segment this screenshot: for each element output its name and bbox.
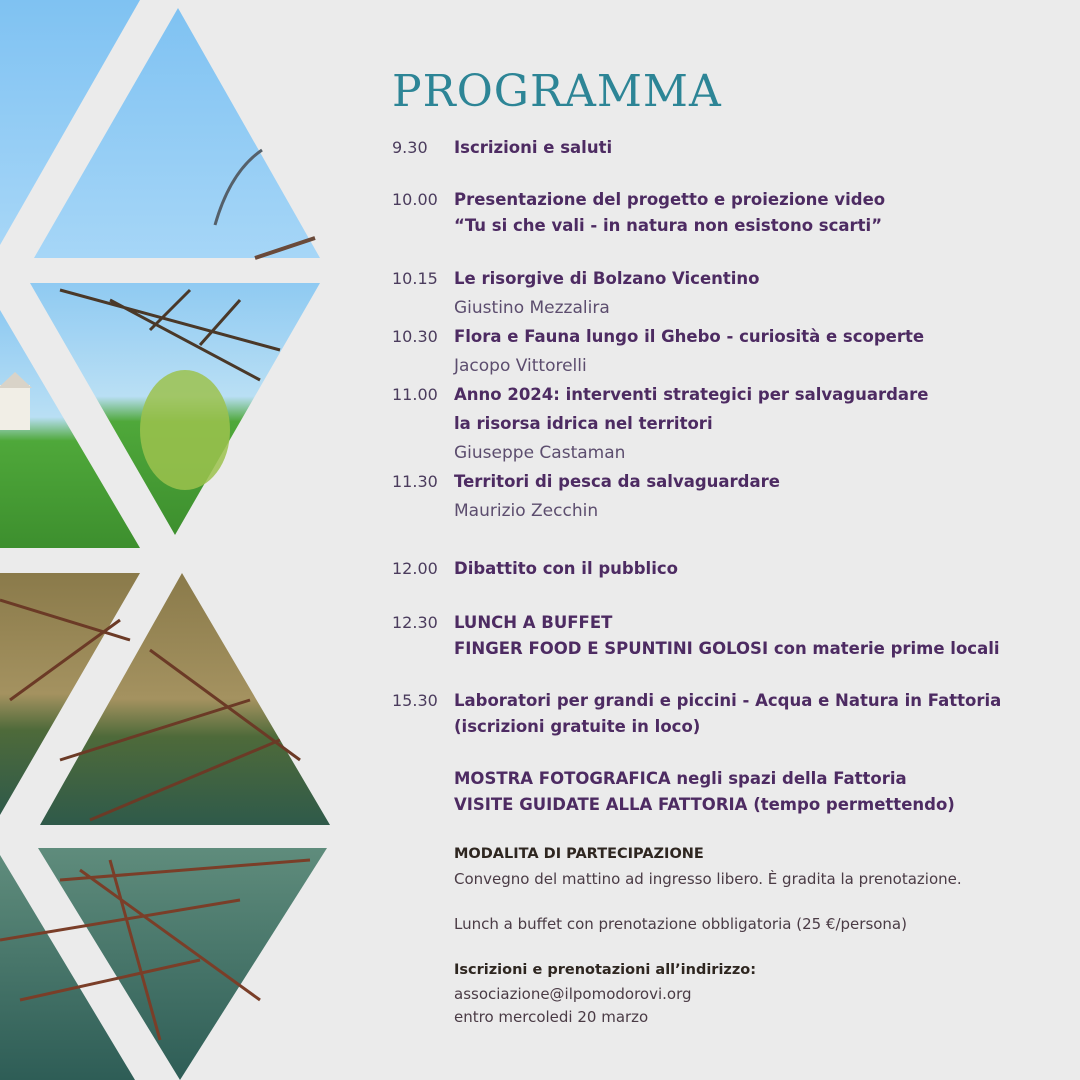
page-title: PROGRAMMA	[392, 66, 722, 117]
participation-line: Lunch a buffet con prenotazione obbligatoria (25 €/persona)	[454, 915, 907, 933]
schedule-title: Dibattito con il pubblico	[454, 559, 678, 578]
schedule-title: Flora e Fauna lungo il Ghebo - curiosità e scoperte	[454, 327, 925, 346]
schedule-time: 10.30	[392, 327, 438, 346]
schedule-title: Anno 2024: interventi strategici per salvaguardare	[454, 385, 929, 404]
schedule-title: (iscrizioni gratuite in loco)	[454, 717, 701, 736]
contact-email[interactable]: associazione@ilpomodorovi.org	[454, 985, 692, 1003]
schedule-time: 11.00	[392, 385, 438, 404]
schedule-title: Territori di pesca da salvaguardare	[454, 472, 780, 491]
schedule-title: “Tu si che vali - in natura non esistono scarti”	[454, 216, 883, 235]
schedule-title: Le risorgive di Bolzano Vicentino	[454, 269, 760, 288]
schedule-time: 10.15	[392, 269, 438, 288]
photo-collage	[0, 0, 340, 1080]
schedule-title: Iscrizioni e saluti	[454, 138, 613, 157]
participation-heading: MODALITA DI PARTECIPAZIONE	[454, 846, 704, 862]
schedule-title: Laboratori per grandi e piccini - Acqua e Natura in Fattoria	[454, 691, 1002, 710]
schedule-time: 15.30	[392, 691, 438, 710]
participation-line: Convegno del mattino ad ingresso libero. È gradita la prenotazione.	[454, 870, 962, 888]
schedule-time: 12.00	[392, 559, 438, 578]
contact-heading: Iscrizioni e prenotazioni all’indirizzo:	[454, 962, 757, 978]
schedule-title: LUNCH A BUFFET	[454, 613, 613, 632]
schedule-title: VISITE GUIDATE ALLA FATTORIA (tempo permettendo)	[454, 795, 955, 814]
schedule-speaker: Giuseppe Castaman	[454, 443, 626, 463]
schedule-time: 10.00	[392, 190, 438, 209]
registration-deadline: entro mercoledi 20 marzo	[454, 1008, 649, 1026]
schedule-speaker: Jacopo Vittorelli	[454, 356, 587, 376]
schedule-speaker: Giustino Mezzalira	[454, 298, 610, 318]
schedule-title: Presentazione del progetto e proiezione video	[454, 190, 886, 209]
schedule-time: 11.30	[392, 472, 438, 491]
schedule-time: 12.30	[392, 613, 438, 632]
schedule-title: MOSTRA FOTOGRAFICA negli spazi della Fattoria	[454, 769, 907, 788]
schedule-time: 9.30	[392, 138, 428, 157]
schedule-title: la risorsa idrica nel territori	[454, 414, 713, 433]
schedule-title: FINGER FOOD E SPUNTINI GOLOSI con materie prime locali	[454, 639, 1000, 658]
schedule-speaker: Maurizio Zecchin	[454, 501, 599, 521]
